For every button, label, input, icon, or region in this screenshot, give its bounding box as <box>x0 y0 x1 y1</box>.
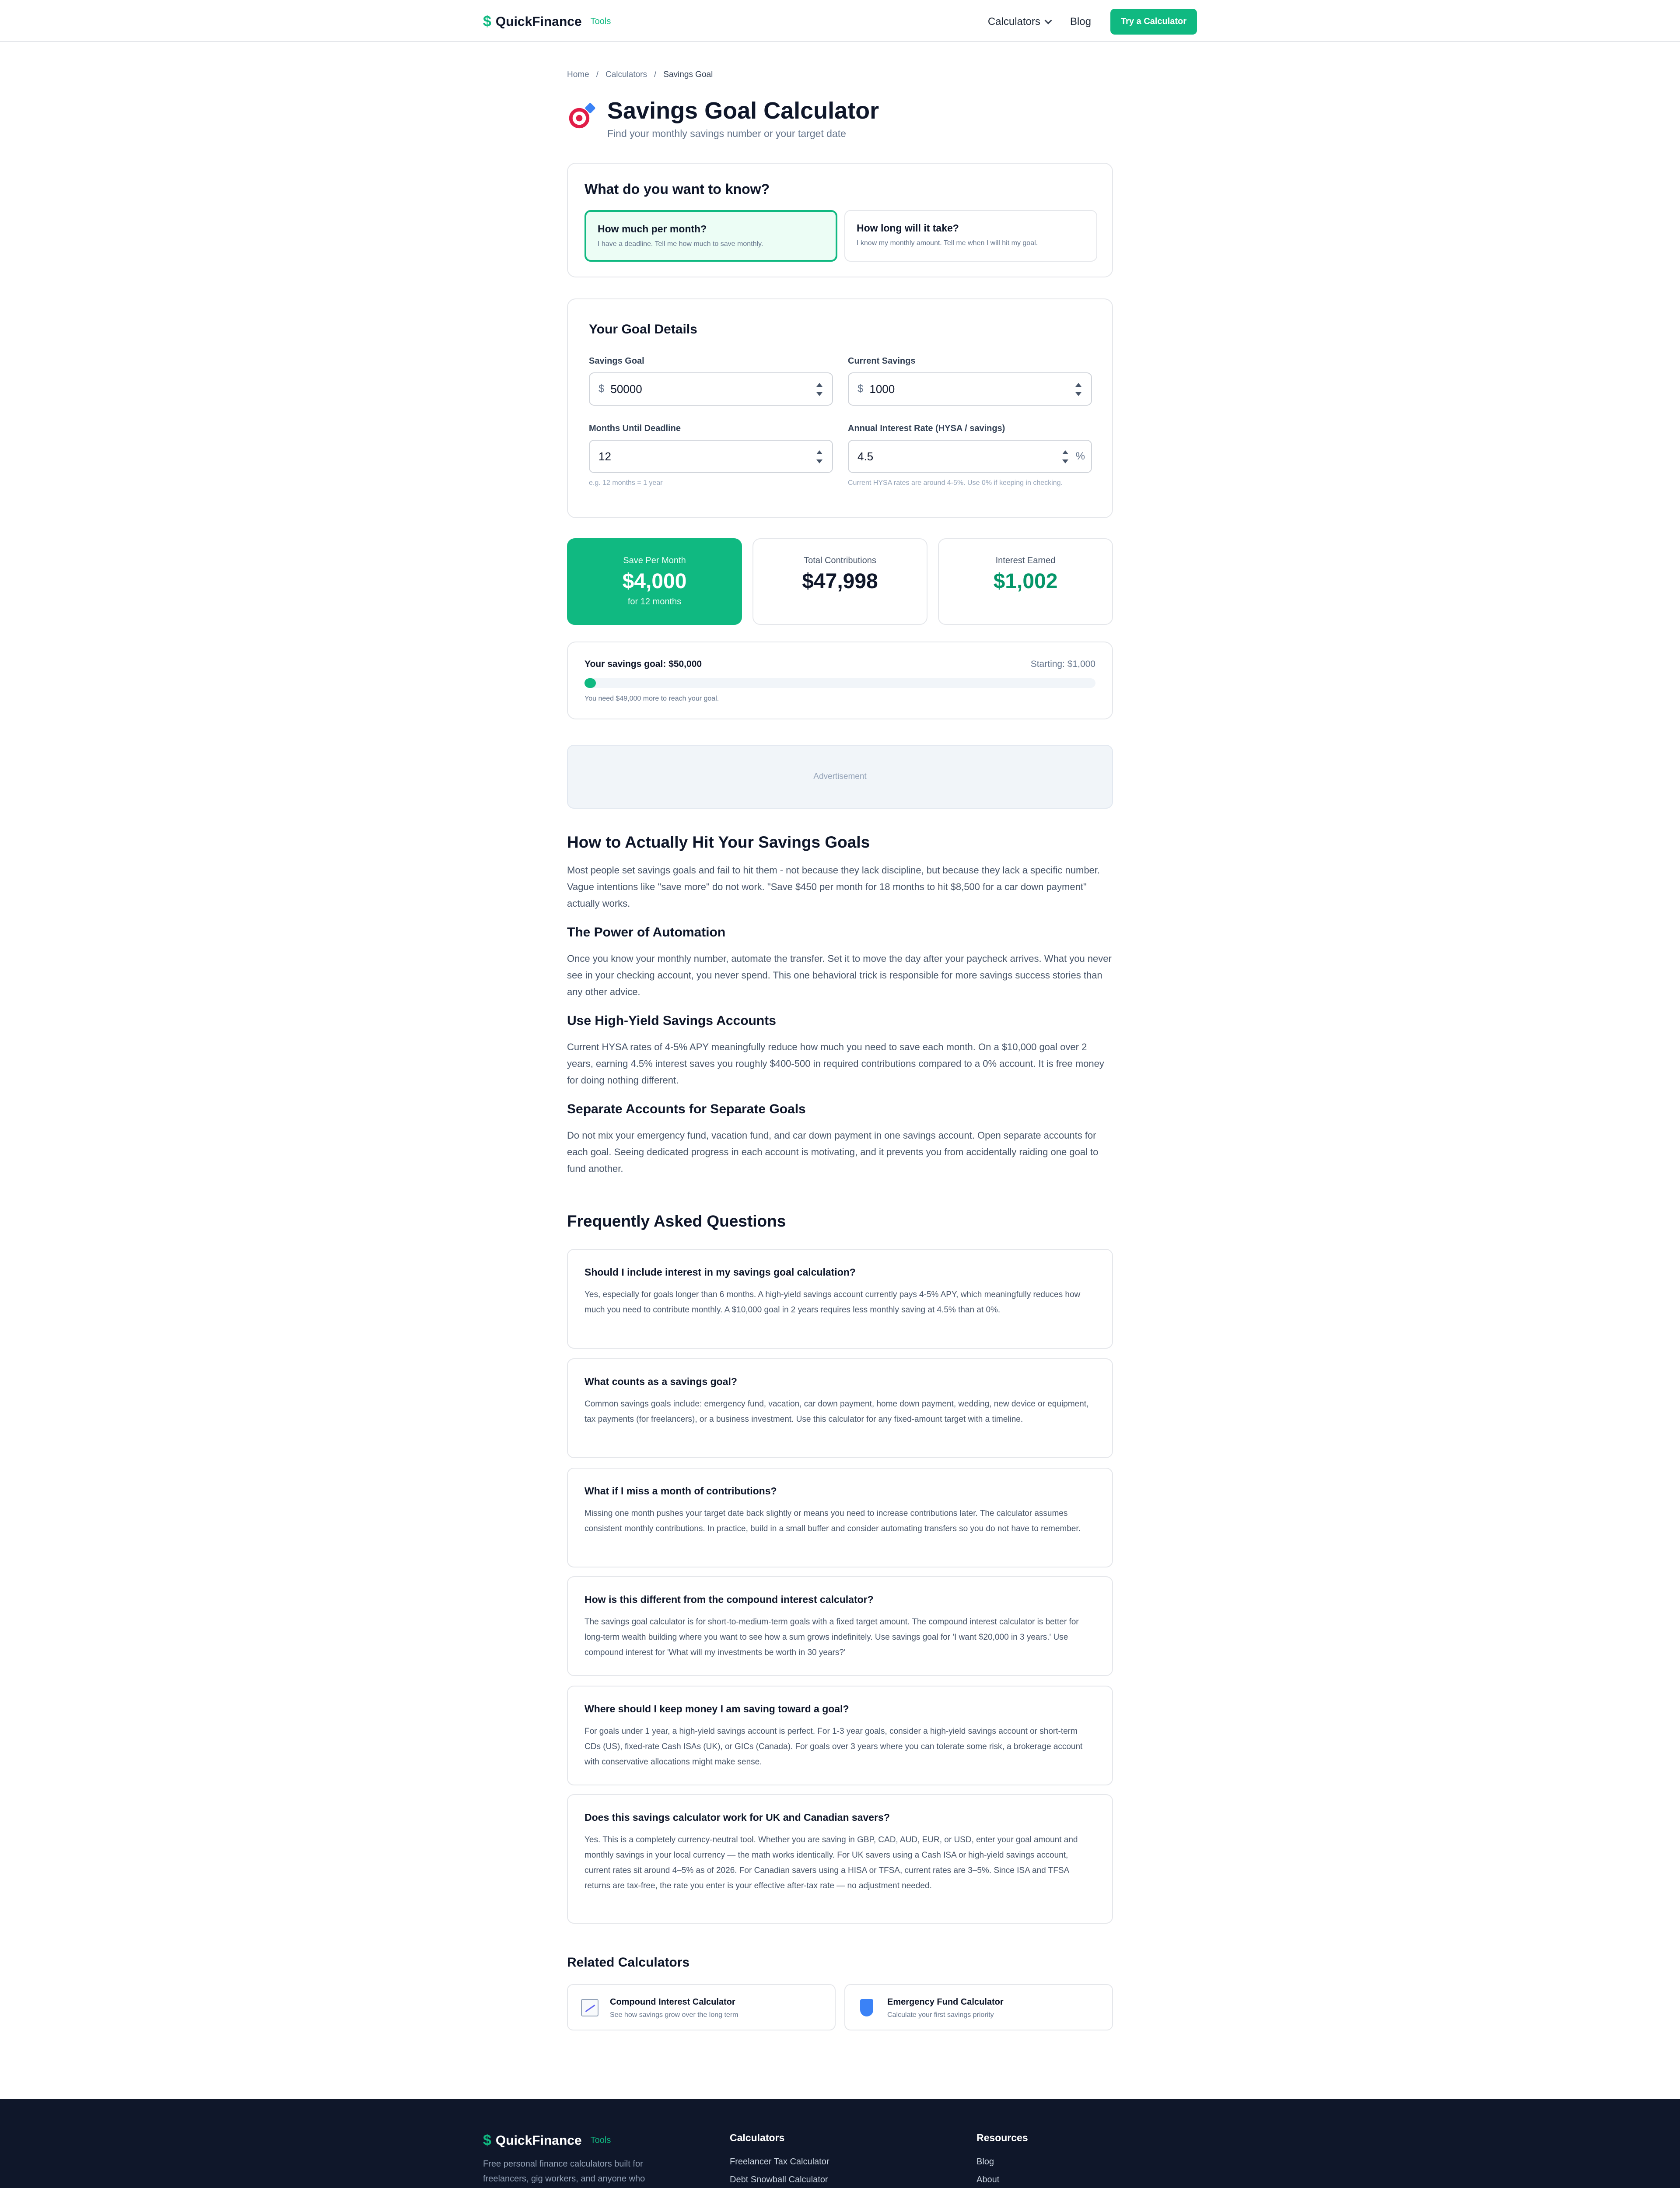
faq-item[interactable] <box>567 1468 1113 1567</box>
faq-question: Should I include interest in my savings goal calculation? <box>584 1266 856 1278</box>
interest-rate-input[interactable] <box>848 440 1092 473</box>
goal-details-card <box>567 298 1113 518</box>
mode-option-monthly[interactable] <box>584 210 837 262</box>
dollar-icon: $ <box>483 2132 491 2149</box>
number-stepper-icon[interactable] <box>1075 383 1082 396</box>
result-label: Interest Earned <box>995 556 1056 565</box>
faq-item[interactable] <box>567 1249 1113 1349</box>
article-section-title: Use High-Yield Savings Accounts <box>567 1013 776 1028</box>
result-value: $1,002 <box>993 570 1058 593</box>
footer-link[interactable]: Blog <box>976 2157 994 2167</box>
progress-card <box>567 642 1113 719</box>
result-sub: for 12 months <box>627 597 682 607</box>
article-title: How to Actually Hit Your Savings Goals <box>567 833 870 851</box>
faq-title: Frequently Asked Questions <box>567 1212 786 1230</box>
interest-rate-hint: Current HYSA rates are around 4-5%. Use 0% if keeping in checking. <box>848 479 1063 487</box>
progress-starting-text: Starting: $1,000 <box>1030 659 1096 669</box>
faq-question: Does this savings calculator work for UK and Canadian savers? <box>584 1812 890 1823</box>
progress-note: You need $49,000 more to reach your goal. <box>584 695 719 702</box>
goal-details-heading: Your Goal Details <box>589 322 697 337</box>
try-calculator-button[interactable]: Try a Calculator <box>1110 9 1197 35</box>
result-total-contributions <box>752 538 928 625</box>
breadcrumb-separator: / <box>654 70 657 79</box>
shield-icon <box>860 1999 873 2016</box>
nav-calculators-label: Calculators <box>987 15 1040 28</box>
related-emergency-fund[interactable] <box>844 1984 1113 2030</box>
breadcrumb-home[interactable]: Home <box>567 70 589 79</box>
months-input[interactable] <box>589 440 833 473</box>
progress-goal-text: Your savings goal: $50,000 <box>584 659 702 669</box>
related-title: Related Calculators <box>567 1955 690 1970</box>
article-section-title: Separate Accounts for Separate Goals <box>567 1102 806 1116</box>
footer-column-heading: Calculators <box>730 2132 785 2143</box>
current-savings-value: 1000 <box>869 382 895 396</box>
result-value: $47,998 <box>802 570 878 593</box>
footer-description: Free personal finance calculators built for freelancers, gig workers, and anyone who <box>483 2159 645 2184</box>
number-stepper-icon[interactable] <box>1062 450 1068 463</box>
faq-item[interactable] <box>567 1794 1113 1924</box>
brand-tag: Tools <box>590 17 611 26</box>
related-card-title: Compound Interest Calculator <box>610 1997 735 2007</box>
article <box>567 833 1113 1177</box>
advertisement-slot: Advertisement <box>567 745 1113 809</box>
result-label: Save Per Month <box>623 556 686 565</box>
article-section-body: Once you know your monthly number, automate the transfer. Set it to move the day after your paycheck arrives. What you never see in your checking account, you never spend. This one behavioral trick is responsible for more savings success stories than any other advice. <box>567 953 1112 997</box>
page-header <box>567 97 1113 140</box>
article-section-title: The Power of Automation <box>567 925 726 940</box>
percent-suffix: % <box>1075 450 1085 462</box>
faq-answer: Yes, especially for goals longer than 6 months. A high-yield savings account currently pays 4-5% APY, which meaningfully reduces how much you need to contribute monthly. A $10,000 goal in 2 years requires less monthly saving at 4.5% than at 0%. <box>584 1290 1081 1315</box>
site-footer <box>0 2099 1680 2188</box>
brand-logo[interactable] <box>483 13 611 30</box>
mode-option-desc: I have a deadline. Tell me how much to save monthly. <box>598 240 763 248</box>
breadcrumb-separator: / <box>596 70 598 79</box>
mode-option-duration[interactable] <box>844 210 1097 262</box>
breadcrumb <box>567 70 1113 80</box>
page-subtitle: Find your monthly savings number or your target date <box>607 128 846 139</box>
footer-brand[interactable] <box>483 2132 611 2149</box>
savings-goal-value: 50000 <box>610 382 642 396</box>
article-section-body: Do not mix your emergency fund, vacation fund, and car down payment in one savings account. Open separate accounts for each goal. Seeing dedicated progress in each account is motivating, and it prevents you from accidentally raiding one goal to fund another. <box>567 1130 1099 1174</box>
mode-option-title: How much per month? <box>598 223 707 235</box>
interest-rate-label: Annual Interest Rate (HYSA / savings) <box>848 424 1005 433</box>
currency-prefix: $ <box>858 383 864 395</box>
nav-calculators-dropdown[interactable] <box>988 16 1051 28</box>
current-savings-field <box>848 356 1092 406</box>
dollar-icon: $ <box>483 13 491 30</box>
mode-selector-card <box>567 163 1113 277</box>
savings-goal-label: Savings Goal <box>589 356 644 366</box>
related-card-desc: See how savings grow over the long term <box>610 2011 738 2019</box>
related-card-desc: Calculate your first savings priority <box>887 2011 994 2019</box>
progress-fill <box>584 678 596 688</box>
mode-option-title: How long will it take? <box>857 222 959 234</box>
result-interest-earned <box>938 538 1113 625</box>
breadcrumb-current: Savings Goal <box>663 70 713 79</box>
interest-rate-value: 4.5 <box>858 449 874 463</box>
faq-item[interactable] <box>567 1358 1113 1458</box>
savings-goal-field <box>589 356 833 406</box>
brand-name: QuickFinance <box>495 2133 582 2148</box>
nav-blog-link[interactable]: Blog <box>1070 15 1091 28</box>
footer-column-heading: Resources <box>976 2132 1028 2143</box>
page-title: Savings Goal Calculator <box>607 98 879 124</box>
faq-answer: The savings goal calculator is for short-to-medium-term goals with a fixed target amount. The compound interest calculator is better for long-term wealth building where you want to see how a sum grows indefinitely. Use savings goal for 'I want $20,000 in 3 years.' Use compound interest for 'What will my investments be worth in 30 years?' <box>584 1617 1079 1657</box>
mode-question: What do you want to know? <box>584 181 770 197</box>
current-savings-input[interactable] <box>848 372 1092 406</box>
faq-item[interactable] <box>567 1686 1113 1785</box>
mode-option-desc: I know my monthly amount. Tell me when I will hit my goal. <box>857 239 1038 247</box>
number-stepper-icon[interactable] <box>816 383 822 396</box>
breadcrumb-calculators[interactable]: Calculators <box>605 70 648 79</box>
faq-item[interactable] <box>567 1576 1113 1676</box>
faq-answer: Missing one month pushes your target date back slightly or means you need to increase contributions later. The calculator assumes consistent monthly contributions. In practice, build in a small buffer and consider automating transfers so you do not have to remember. <box>584 1509 1081 1533</box>
months-field <box>589 424 833 488</box>
result-label: Total Contributions <box>804 556 876 565</box>
chevron-down-icon <box>1044 17 1052 24</box>
main-nav <box>988 9 1197 35</box>
current-savings-label: Current Savings <box>848 356 916 366</box>
faq-answer: Yes. This is a completely currency-neutral tool. Whether you are saving in GBP, CAD, AUD, EUR, or USD, enter your goal amount and monthly savings in your local currency — the math works identically. For UK savers using a Cash ISA or high-yield savings account, current rates sit around 4–5% as of 2026. For Canadian savers using a HISA or TFSA, current rates are 3–5%. Since ISA and TFSA returns are tax-free, the rate you enter is your effective after-tax rate — no adjustment needed. <box>584 1835 1078 1890</box>
result-save-per-month <box>567 538 742 625</box>
target-icon <box>567 106 592 130</box>
faq-question: Where should I keep money I am saving toward a goal? <box>584 1703 849 1715</box>
brand-tag: Tools <box>590 2135 611 2145</box>
faq-answer: For goals under 1 year, a high-yield savings account is perfect. For 1-3 year goals, consider a high-yield savings account or short-term CDs (US), fixed-rate Cash ISAs (UK), or GICs (Canada). For goals over 3 years where you can tolerate some risk, a brokerage account with conservative allocations might make sense. <box>584 1727 1083 1767</box>
chart-icon <box>581 1999 598 2016</box>
footer-resources-column <box>976 2132 1095 2188</box>
site-header <box>0 0 1680 42</box>
related-compound-interest[interactable] <box>567 1984 836 2030</box>
footer-calculators-column <box>730 2132 846 2188</box>
months-hint: e.g. 12 months = 1 year <box>589 479 663 487</box>
result-value: $4,000 <box>622 570 687 593</box>
progress-track <box>584 678 1096 688</box>
faq-question: How is this different from the compound interest calculator? <box>584 1594 874 1605</box>
currency-prefix: $ <box>598 383 605 395</box>
number-stepper-icon[interactable] <box>816 450 822 463</box>
article-section-body: Current HYSA rates of 4-5% APY meaningfully reduce how much you need to save each month. On a $10,000 goal over 2 years, earning 4.5% interest saves you roughly $400-500 in required contributions compared to a 0% account. It is free money for doing nothing different. <box>567 1041 1104 1086</box>
interest-rate-field <box>848 424 1092 488</box>
article-intro: Most people set savings goals and fail to hit them - not because they lack discipline, but because they lack a specific number. Vague intentions like "save more" do not work. "Save $450 per month for 18 months to hit $8,500 for a car down payment" actually works. <box>567 865 1100 909</box>
footer-link[interactable]: Freelancer Tax Calculator <box>730 2157 830 2167</box>
months-value: 12 <box>598 449 611 463</box>
related-card-title: Emergency Fund Calculator <box>887 1997 1004 2007</box>
months-label: Months Until Deadline <box>589 424 681 433</box>
brand-name: QuickFinance <box>495 14 582 29</box>
faq-question: What counts as a savings goal? <box>584 1376 737 1387</box>
faq-answer: Common savings goals include: emergency fund, vacation, car down payment, home down payment, wedding, new device or equipment, tax payments (for freelancers), or a business investment. Use this calculator for any fixed-amount target with a timeline. <box>584 1399 1089 1424</box>
savings-goal-input[interactable] <box>589 372 833 406</box>
footer-link[interactable]: About <box>976 2175 1000 2184</box>
footer-link[interactable]: Debt Snowball Calculator <box>730 2175 828 2184</box>
faq-question: What if I miss a month of contributions? <box>584 1485 777 1497</box>
